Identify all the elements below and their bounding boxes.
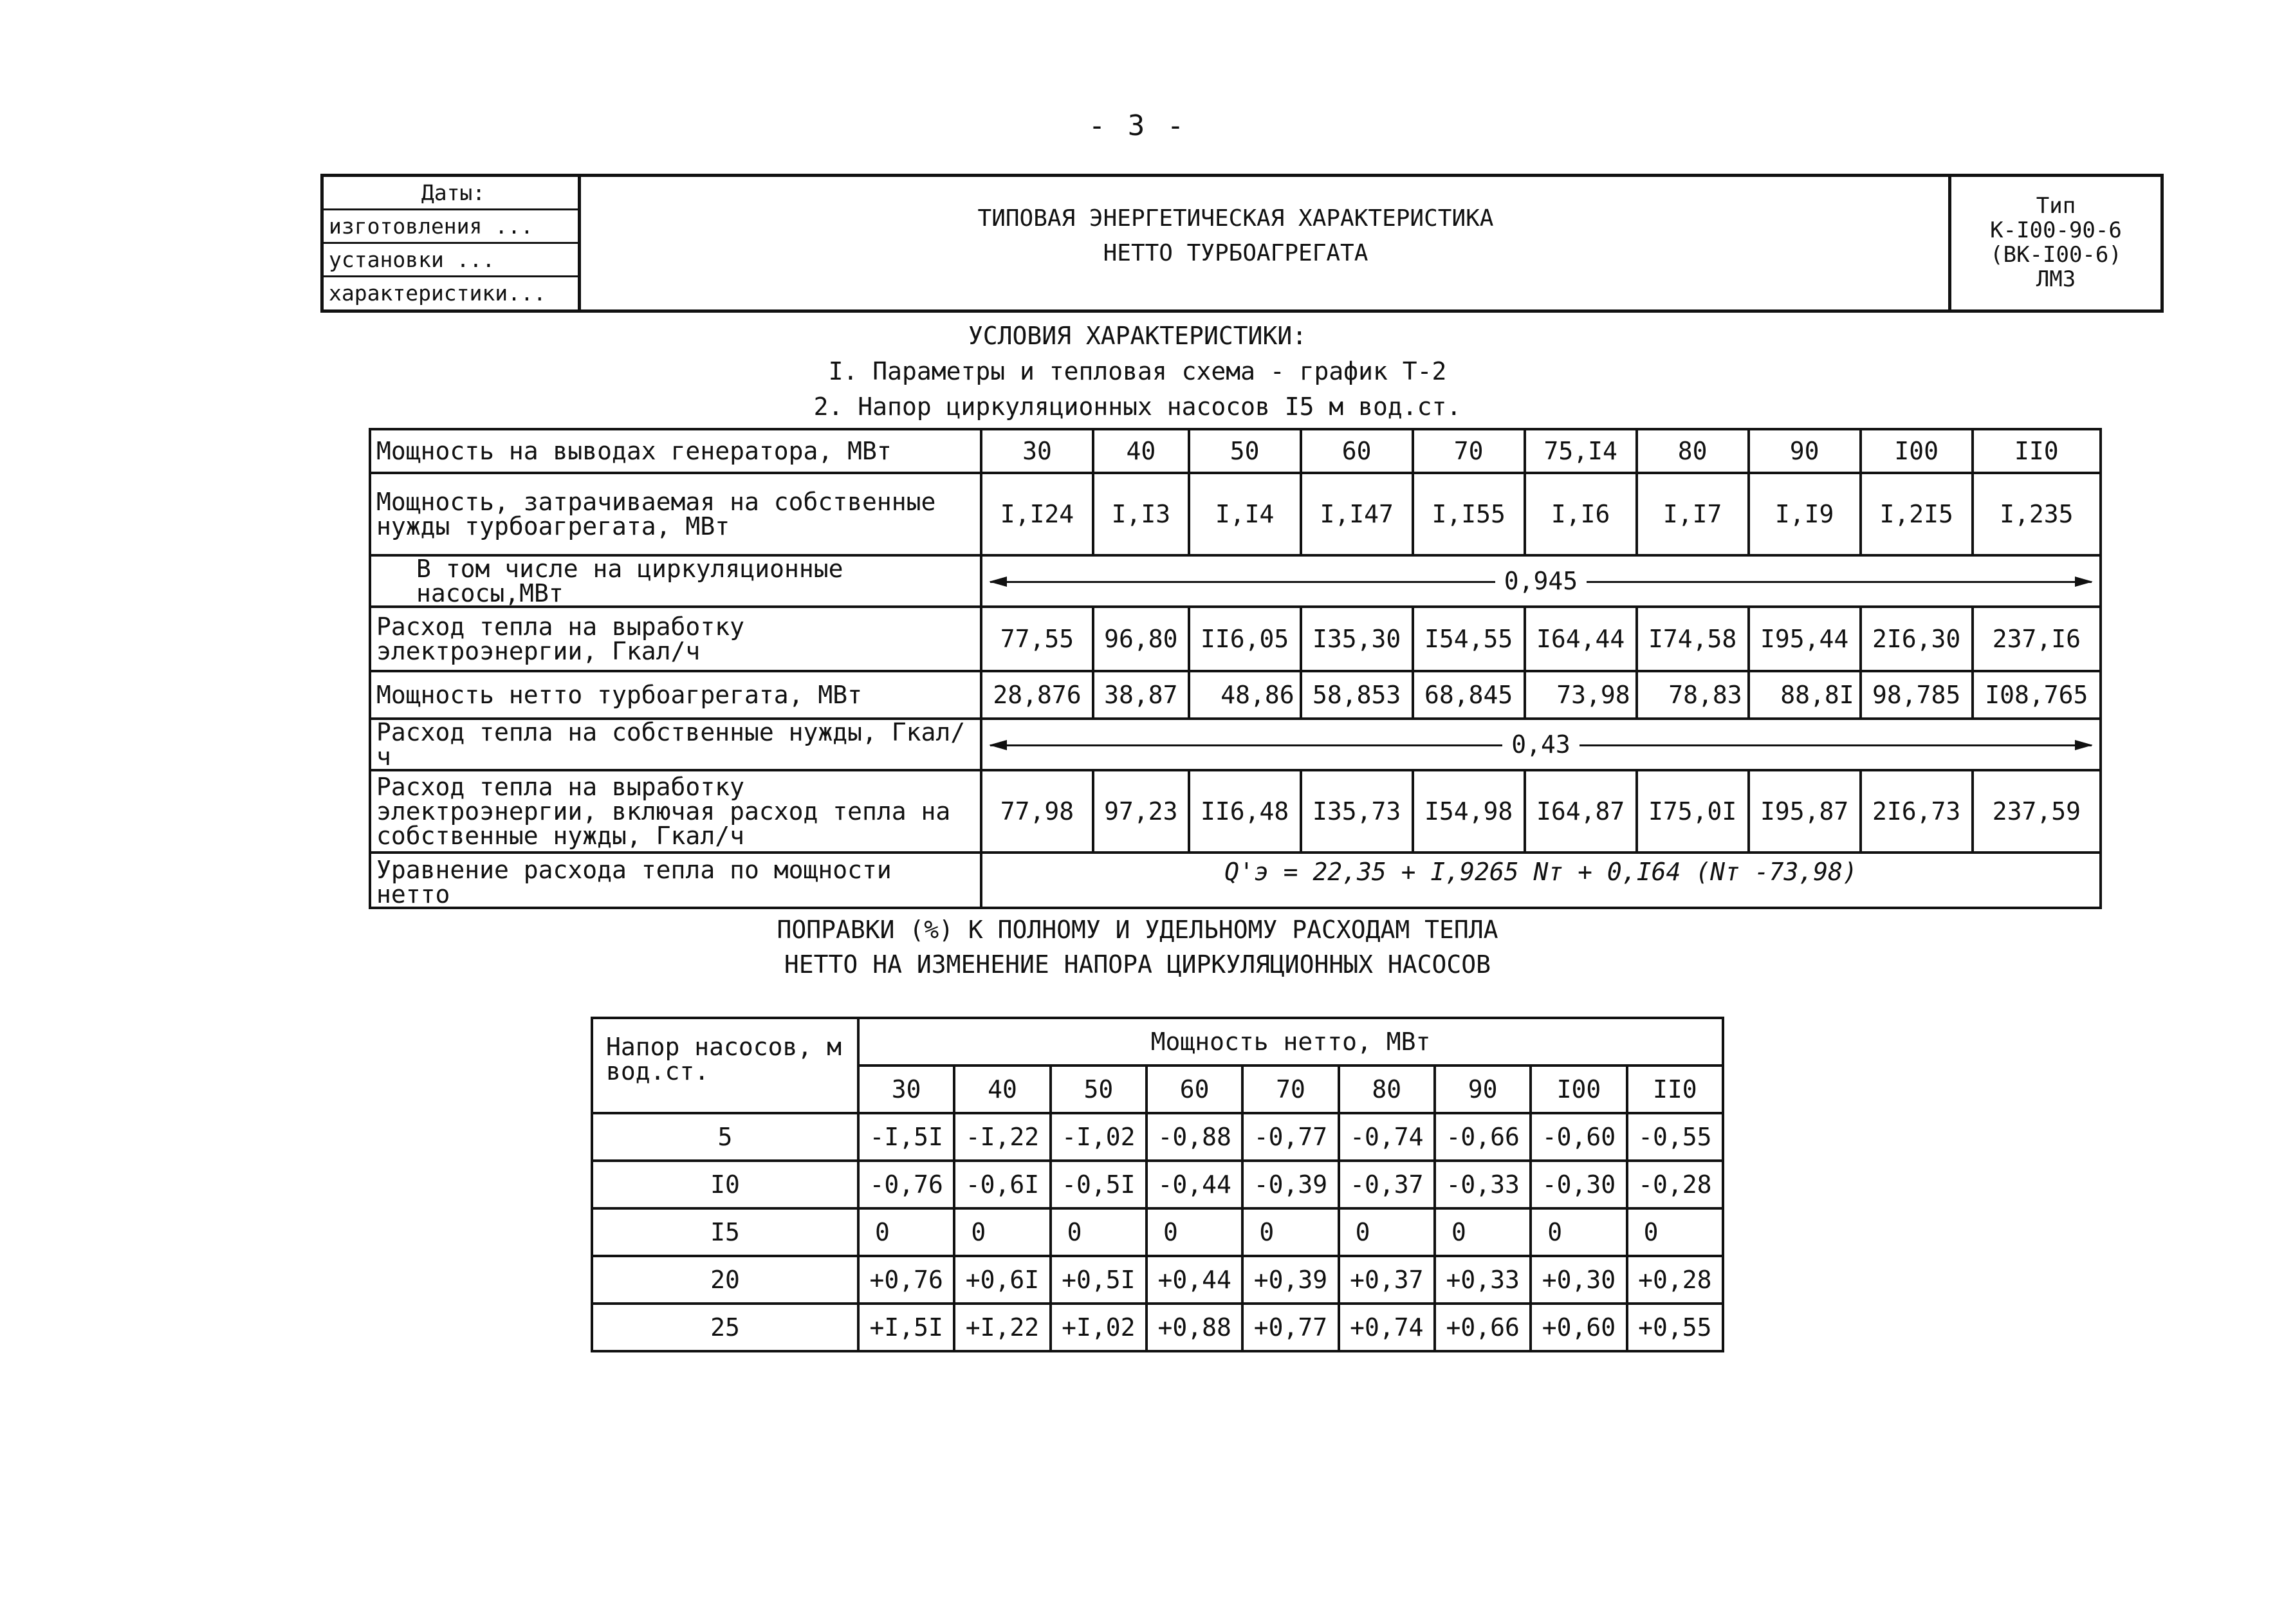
characteristics-table <box>369 428 2102 909</box>
date-installation: установки ... <box>324 244 578 277</box>
cell: 0 <box>954 1208 1050 1256</box>
cell: 90 <box>1749 429 1861 473</box>
table-row <box>592 1208 1723 1256</box>
row-head: 5 <box>592 1113 858 1161</box>
column-header: II0 <box>1627 1066 1723 1113</box>
cell: I64,44 <box>1525 607 1637 671</box>
span-cell <box>981 719 2101 770</box>
cell: 30 <box>981 429 1093 473</box>
condition-1: I. Параметры и тепловая схема - график Т-2 <box>828 357 1447 385</box>
cell: 0 <box>1627 1208 1723 1256</box>
cell: 0 <box>1339 1208 1435 1256</box>
cell: I,I4 <box>1189 473 1301 555</box>
cell: +I,5I <box>858 1304 954 1351</box>
cell: 78,83 <box>1637 671 1749 719</box>
row-head: 20 <box>592 1256 858 1304</box>
row-label: Расход тепла на выработку электроэнергии, Гкал/ч <box>370 607 981 671</box>
cell: +0,44 <box>1147 1256 1242 1304</box>
cell: -0,33 <box>1435 1161 1531 1208</box>
cell: +0,77 <box>1242 1304 1338 1351</box>
row-label: Мощность на выводах генератора, МВт <box>370 429 981 473</box>
cell: 0 <box>1051 1208 1147 1256</box>
table-row <box>370 473 2101 555</box>
span-value: 0,43 <box>1502 730 1580 759</box>
column-header: I00 <box>1531 1066 1626 1113</box>
table-row <box>370 429 2101 473</box>
cell: I,I9 <box>1749 473 1861 555</box>
span-cell <box>981 555 2101 607</box>
table-row <box>592 1018 1723 1066</box>
cell: 98,785 <box>1861 671 1973 719</box>
cell: I35,73 <box>1301 770 1413 853</box>
cell: 70 <box>1413 429 1525 473</box>
cell: I35,30 <box>1301 607 1413 671</box>
date-manufacture: изготовления ... <box>324 210 578 244</box>
cell: +0,33 <box>1435 1256 1531 1304</box>
cell: +0,76 <box>858 1256 954 1304</box>
cell: 40 <box>1093 429 1189 473</box>
cell: +0,39 <box>1242 1256 1338 1304</box>
cell: +0,66 <box>1435 1304 1531 1351</box>
cell: +0,60 <box>1531 1304 1626 1351</box>
cell: I95,87 <box>1749 770 1861 853</box>
turbine-type <box>1948 177 2160 309</box>
dates-title: Даты: <box>324 177 578 210</box>
title-line-2: НЕТТО ТУРБОАГРЕГАТА <box>1103 240 1368 266</box>
table-row <box>370 853 2101 908</box>
cell: +0,6I <box>954 1256 1050 1304</box>
cell: 97,23 <box>1093 770 1189 853</box>
cell: -0,5I <box>1051 1161 1147 1208</box>
column-header: 70 <box>1242 1066 1338 1113</box>
condition-2: 2. Напор циркуляционных насосов I5 м вод.ст. <box>813 392 1462 421</box>
row-label: Расход тепла на выработку электроэнергии, включая расход тепла на собственные нужды, Гкал/ч <box>370 770 981 853</box>
cell: +0,30 <box>1531 1256 1626 1304</box>
cell: I95,44 <box>1749 607 1861 671</box>
cell: 38,87 <box>1093 671 1189 719</box>
cell: I,I6 <box>1525 473 1637 555</box>
cell: -0,60 <box>1531 1113 1626 1161</box>
cell: I74,58 <box>1637 607 1749 671</box>
cell: I,235 <box>1973 473 2101 555</box>
cell: 48,86 <box>1189 671 1301 719</box>
cell: -I,02 <box>1051 1113 1147 1161</box>
cell: +I,02 <box>1051 1304 1147 1351</box>
cell: I00 <box>1861 429 1973 473</box>
row-head: 25 <box>592 1304 858 1351</box>
cell: -0,55 <box>1627 1113 1723 1161</box>
cell: II6,48 <box>1189 770 1301 853</box>
table-row <box>592 1161 1723 1208</box>
table-row <box>370 555 2101 607</box>
cell: +0,28 <box>1627 1256 1723 1304</box>
power-net-header: Мощность нетто, МВт <box>858 1018 1723 1066</box>
cell: -0,74 <box>1339 1113 1435 1161</box>
cell: I54,55 <box>1413 607 1525 671</box>
row-label: Мощность нетто турбоагрегата, МВт <box>370 671 981 719</box>
row-label: В том числе на циркуляционные насосы,МВт <box>370 555 981 607</box>
cell: -0,30 <box>1531 1161 1626 1208</box>
corrections-title-1: ПОПРАВКИ (%) К ПОЛНОМУ И УДЕЛЬНОМУ РАСХОДАМ ТЕПЛА <box>777 916 1498 944</box>
cell: -0,37 <box>1339 1161 1435 1208</box>
cell: 50 <box>1189 429 1301 473</box>
type-line-1: Тип <box>2036 193 2076 219</box>
column-header: 60 <box>1147 1066 1242 1113</box>
span-value: 0,945 <box>1495 567 1587 595</box>
cell: I64,87 <box>1525 770 1637 853</box>
title-block <box>320 174 2164 313</box>
cell: +0,74 <box>1339 1304 1435 1351</box>
cell: 75,I4 <box>1525 429 1637 473</box>
document-title <box>581 177 1890 309</box>
cell: 96,80 <box>1093 607 1189 671</box>
pump-head-header: Напор насосов, м вод.ст. <box>592 1018 858 1113</box>
type-line-2: К-I00-90-6 <box>1990 217 2122 243</box>
cell: I,I55 <box>1413 473 1525 555</box>
cell: I75,0I <box>1637 770 1749 853</box>
cell: II6,05 <box>1189 607 1301 671</box>
corrections-title-2: НЕТТО НА ИЗМЕНЕНИЕ НАПОРА ЦИРКУЛЯЦИОННЫХ НАСОСОВ <box>784 950 1491 979</box>
table-row <box>370 671 2101 719</box>
cell: -0,44 <box>1147 1161 1242 1208</box>
cell: 0 <box>1435 1208 1531 1256</box>
cell: +0,5I <box>1051 1256 1147 1304</box>
column-header: 50 <box>1051 1066 1147 1113</box>
cell: +I,22 <box>954 1304 1050 1351</box>
cell: I,I47 <box>1301 473 1413 555</box>
table-row <box>370 770 2101 853</box>
column-header: 80 <box>1339 1066 1435 1113</box>
cell: I,I7 <box>1637 473 1749 555</box>
type-line-4: ЛМЗ <box>2036 266 2076 292</box>
column-header: 90 <box>1435 1066 1531 1113</box>
cell: +0,88 <box>1147 1304 1242 1351</box>
cell: 88,8I <box>1749 671 1861 719</box>
cell: -0,66 <box>1435 1113 1531 1161</box>
table-row <box>592 1304 1723 1351</box>
cell: -0,28 <box>1627 1161 1723 1208</box>
cell: 73,98 <box>1525 671 1637 719</box>
cell: 80 <box>1637 429 1749 473</box>
cell: 68,845 <box>1413 671 1525 719</box>
cell: 0 <box>858 1208 954 1256</box>
cell: 77,98 <box>981 770 1093 853</box>
column-header: 40 <box>954 1066 1050 1113</box>
cell: I54,98 <box>1413 770 1525 853</box>
row-label: Уравнение расхода тепла по мощности нетто <box>370 853 981 908</box>
cell: I,2I5 <box>1861 473 1973 555</box>
cell: -0,76 <box>858 1161 954 1208</box>
conditions-title: УСЛОВИЯ ХАРАКТЕРИСТИКИ: <box>968 322 1307 350</box>
cell: 77,55 <box>981 607 1093 671</box>
cell: 58,853 <box>1301 671 1413 719</box>
dates-block <box>324 177 581 309</box>
column-header: 30 <box>858 1066 954 1113</box>
row-head: I0 <box>592 1161 858 1208</box>
cell: I,I24 <box>981 473 1093 555</box>
row-label: Мощность, затрачиваемая на собственные нужды турбоагрегата, МВт <box>370 473 981 555</box>
cell: 0 <box>1147 1208 1242 1256</box>
cell: 0 <box>1242 1208 1338 1256</box>
type-line-3: (ВК-I00-6) <box>1990 242 2122 268</box>
cell: 60 <box>1301 429 1413 473</box>
cell: -0,39 <box>1242 1161 1338 1208</box>
row-label: Расход тепла на собственные нужды, Гкал/ч <box>370 719 981 770</box>
table-row <box>592 1256 1723 1304</box>
cell: 0 <box>1531 1208 1626 1256</box>
cell: -0,6I <box>954 1161 1050 1208</box>
date-characteristic: характеристики... <box>329 281 546 306</box>
cell: I08,765 <box>1973 671 2101 719</box>
cell: 237,59 <box>1973 770 2101 853</box>
cell: -I,5I <box>858 1113 954 1161</box>
page-number: - 3 - <box>1088 109 1187 142</box>
cell: -0,77 <box>1242 1113 1338 1161</box>
table-row <box>370 719 2101 770</box>
heat-equation: Q'э = 22,35 + I,9265 Nт + 0,I64 (Nт -73,98) <box>981 853 2101 908</box>
cell: 237,I6 <box>1973 607 2101 671</box>
cell: I,I3 <box>1093 473 1189 555</box>
table-row <box>592 1113 1723 1161</box>
cell: +0,37 <box>1339 1256 1435 1304</box>
cell: 2I6,30 <box>1861 607 1973 671</box>
cell: -0,88 <box>1147 1113 1242 1161</box>
cell: II0 <box>1973 429 2101 473</box>
cell: +0,55 <box>1627 1304 1723 1351</box>
row-head: I5 <box>592 1208 858 1256</box>
corrections-table <box>591 1017 1724 1352</box>
cell: 2I6,73 <box>1861 770 1973 853</box>
title-line-1: ТИПОВАЯ ЭНЕРГЕТИЧЕСКАЯ ХАРАКТЕРИСТИКА <box>977 205 1494 232</box>
cell: 28,876 <box>981 671 1093 719</box>
cell: -I,22 <box>954 1113 1050 1161</box>
table-row <box>370 607 2101 671</box>
